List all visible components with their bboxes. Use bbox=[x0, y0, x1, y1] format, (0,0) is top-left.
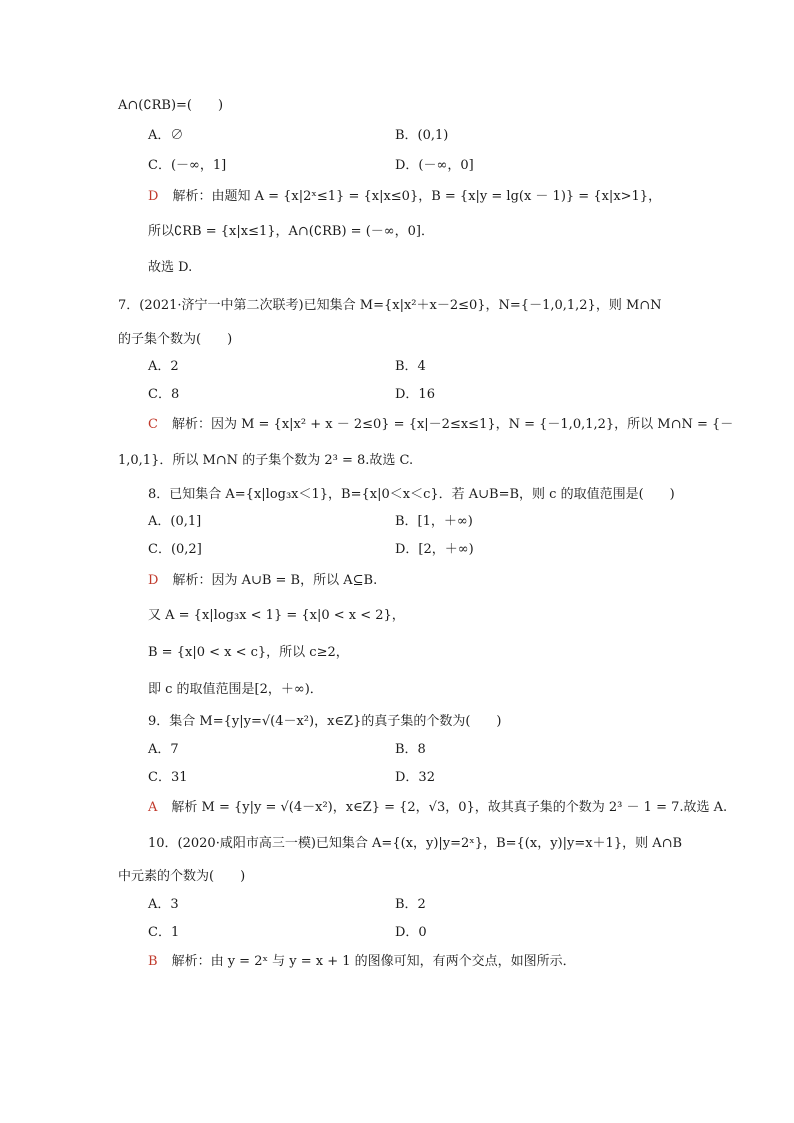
text-line bbox=[148, 572, 377, 590]
line-text: A．7 bbox=[148, 742, 179, 757]
text-line bbox=[148, 607, 405, 625]
text-line bbox=[148, 799, 727, 817]
text-line bbox=[148, 896, 179, 914]
text-line bbox=[148, 713, 501, 731]
line-text: 1,0,1}．所以 M∩N 的子集个数为 2³ = 8.故选 C. bbox=[118, 453, 414, 468]
text-line bbox=[395, 157, 474, 175]
text-line bbox=[148, 259, 192, 277]
text-line bbox=[148, 486, 675, 504]
text-line bbox=[395, 127, 448, 145]
text-line bbox=[118, 97, 223, 115]
text-line bbox=[148, 157, 226, 175]
text-line bbox=[148, 644, 349, 662]
line-text: 7．(2021·济宁一中第二次联考)已知集合 M={x|x²＋x－2≤0}，N={－1,0,1,2}，则 M∩N bbox=[118, 298, 662, 313]
line-text: D．[2，＋∞) bbox=[395, 542, 474, 557]
answer-letter: D bbox=[148, 189, 159, 204]
line-text: 又 A = {x|log₃x < 1} = {x|0 < x < 2}， bbox=[148, 608, 405, 623]
answer-letter: C bbox=[148, 417, 158, 432]
text-line bbox=[118, 331, 232, 349]
line-text: C．8 bbox=[148, 387, 180, 402]
answer-letter: A bbox=[148, 800, 158, 815]
line-text: D．(－∞，0] bbox=[395, 158, 474, 173]
line-text: B．2 bbox=[395, 897, 426, 912]
line-text: 解析 M = {y|y = √(4－x²)，x∈Z} = {2，√3，0}，故其真子集的个数为 2³ － 1 = 7.故选 A. bbox=[171, 800, 728, 815]
line-text: B．(0,1) bbox=[395, 128, 449, 143]
line-text: 的子集个数为( ) bbox=[118, 332, 233, 347]
text-line bbox=[395, 924, 427, 942]
text-line bbox=[148, 953, 576, 971]
text-line bbox=[148, 924, 179, 942]
text-line bbox=[118, 297, 662, 315]
line-text: C．31 bbox=[148, 770, 188, 785]
line-text: 解析：因为 M = {x|x² + x － 2≤0} = {x|－2≤x≤1}，N = {－1,0,1,2}，所以 M∩N = {－ bbox=[171, 417, 734, 432]
text-line bbox=[148, 188, 661, 206]
text-line bbox=[118, 452, 413, 470]
line-text: A．∅ bbox=[148, 128, 184, 143]
line-text: 故选 D. bbox=[148, 260, 193, 275]
line-text: 解析：由题知 A = {x|2ˣ≤1} = {x|x≤0}，B = {x|y = lg(x － 1)} = {x|x>1}， bbox=[172, 189, 662, 204]
line-text: 即 c 的取值范围是[2，＋∞)． bbox=[148, 682, 323, 697]
answer-letter: B bbox=[148, 954, 158, 969]
line-text: B．[1，＋∞) bbox=[395, 514, 473, 529]
text-line bbox=[148, 513, 201, 531]
line-text: D．32 bbox=[395, 770, 435, 785]
text-line bbox=[148, 769, 188, 787]
text-line bbox=[395, 386, 435, 404]
text-line bbox=[148, 835, 682, 853]
line-text: 所以∁RB = {x|x≤1}，A∩(∁RB) = (－∞，0]． bbox=[148, 224, 434, 239]
text-line bbox=[148, 681, 323, 699]
line-text: A．2 bbox=[148, 359, 179, 374]
line-text: C．(0,2] bbox=[148, 542, 202, 557]
line-text: B．4 bbox=[395, 359, 426, 374]
text-line bbox=[148, 358, 179, 376]
text-line bbox=[148, 127, 183, 145]
text-line bbox=[148, 386, 179, 404]
line-text: B．8 bbox=[395, 742, 426, 757]
text-line bbox=[395, 896, 426, 914]
line-text: C．(－∞，1] bbox=[148, 158, 227, 173]
line-text: A∩(∁RB)=( ) bbox=[118, 98, 224, 113]
line-text: A．3 bbox=[148, 897, 179, 912]
text-line bbox=[395, 358, 426, 376]
answer-letter: D bbox=[148, 573, 159, 588]
text-line bbox=[395, 513, 473, 531]
line-text: 9．集合 M={y|y=√(4－x²)，x∈Z}的真子集的个数为( ) bbox=[148, 714, 502, 729]
text-line bbox=[148, 541, 202, 559]
line-text: 中元素的个数为( ) bbox=[118, 869, 246, 884]
text-line bbox=[148, 223, 434, 241]
line-text: 解析：由 y = 2ˣ 与 y = x + 1 的图像可知，有两个交点，如图所示． bbox=[171, 954, 576, 969]
text-line bbox=[148, 741, 179, 759]
line-text: 解析：因为 A∪B = B，所以 A⊆B. bbox=[172, 573, 378, 588]
text-line bbox=[395, 769, 435, 787]
line-text: B = {x|0 < x < c}，所以 c≥2， bbox=[148, 645, 349, 660]
line-text: A．(0,1] bbox=[148, 514, 202, 529]
line-text: C．1 bbox=[148, 925, 180, 940]
text-line bbox=[395, 541, 474, 559]
line-text: 8．已知集合 A={x|log₃x＜1}，B={x|0＜x＜c}．若 A∪B=B，则 c 的取值范围是( ) bbox=[148, 487, 675, 502]
line-text: 10．(2020·咸阳市高三一模)已知集合 A={(x，y)|y=2ˣ}，B={(x，y)|y=x＋1}，则 A∩B bbox=[148, 836, 683, 851]
text-line bbox=[118, 868, 245, 886]
line-text: D．16 bbox=[395, 387, 435, 402]
line-text: D．0 bbox=[395, 925, 427, 940]
text-line bbox=[148, 416, 733, 434]
text-line bbox=[395, 741, 426, 759]
